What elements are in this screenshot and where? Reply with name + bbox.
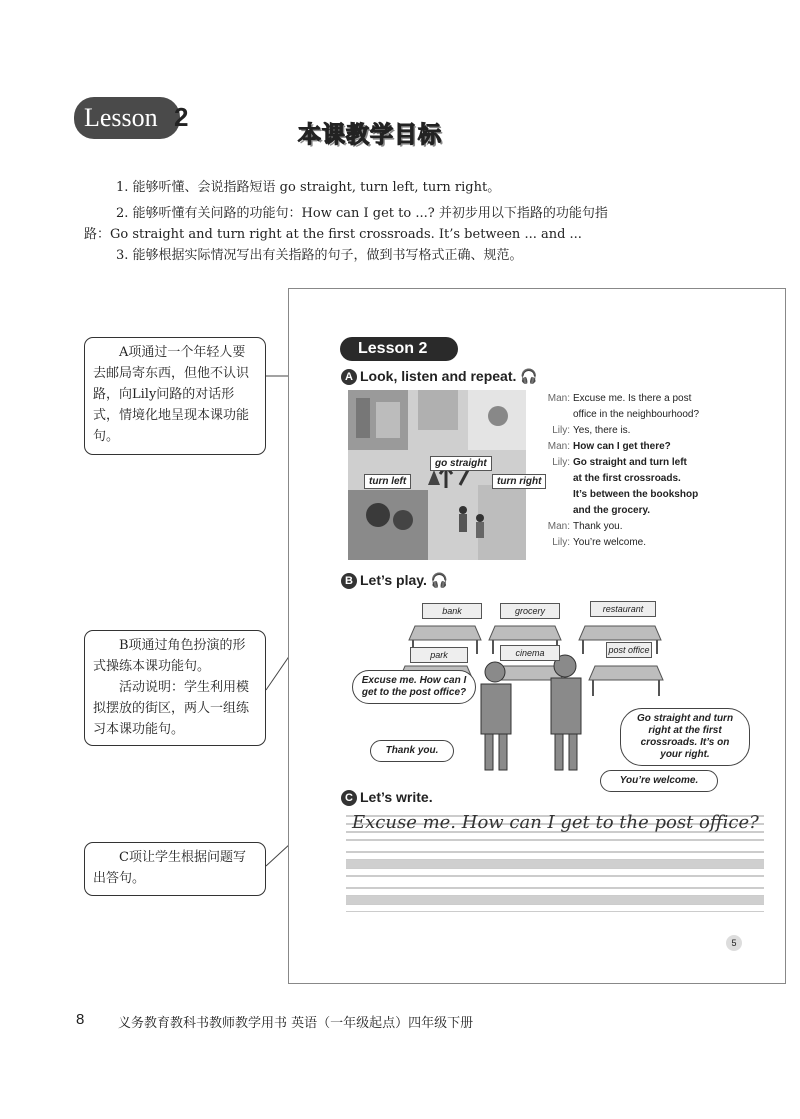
headphones-icon: 🎧 [430,572,449,588]
section-b-letter: B [341,573,357,589]
objective-2-line-2: 路：Go straight and turn right at the first crossroads. It’s between ... and ... [84,227,582,242]
dialogue-line: Lily: You’re welcome. [552,537,647,548]
label-turn-right: turn right [492,474,546,489]
annotation-note-b: B项通过角色扮演的形式操练本课功能句。 活动说明：学生利用模拟摆放的街区，两人一组练习本课功能句。 [84,630,266,746]
textbook-page-number: 5 [726,935,742,951]
footer-book-title: 义务教育教科书教师教学用书 英语（一年级起点）四年级下册 [118,1016,474,1031]
section-b-heading: B Let’s play. 🎧 [341,572,448,589]
speech-bubble-thanks: Thank you. [370,740,454,762]
objective-3: 3. 能够根据实际情况写出有关指路的句子，做到书写格式正确、规范。 [116,248,523,263]
dialogue-line: Man: Thank you. [547,521,623,532]
sign-restaurant: restaurant [590,601,656,617]
dialogue-line: It’s between the bookshop [573,489,699,500]
sign-post-office: post office [606,642,652,658]
sign-grocery: grocery [500,603,560,619]
annotation-note-a: A项通过一个年轻人要去邮局寄东西，但他不认识路，向Lily问路的对话形式，情境化地呈现本课功能句。 [84,337,266,455]
dialogue [530,391,760,551]
dialogue-line: Man: Excuse me. Is there a post [547,393,692,404]
annotation-note-c: C项让学生根据问题写出答句。 [84,842,266,896]
dialogue-line: Man: How can I get there? [547,441,671,452]
dialogue-line: Lily: Yes, there is. [552,425,631,436]
dialogue-line: Lily: Go straight and turn left [552,457,687,468]
lesson-badge: Lesson [74,97,180,139]
headphones-icon: 🎧 [520,368,538,384]
section-a-letter: A [341,369,357,385]
lesson-number: 2 [174,102,189,132]
speech-bubble-welcome: You’re welcome. [600,770,718,792]
label-go-straight: go straight [430,456,492,471]
section-c-letter: C [341,790,357,806]
sign-park: park [410,647,468,663]
writing-sample: Excuse me. How can I get to the post office? [352,812,759,833]
textbook-lesson-badge: Lesson 2 [340,337,458,361]
label-turn-left: turn left [364,474,411,489]
dialogue-line: and the grocery. [573,505,651,516]
section-a-heading: A Look, listen and repeat. 🎧 [341,368,538,385]
speech-bubble-answer: Go straight and turn right at the first crossroads. It’s on your right. [620,708,750,766]
objective-2-line-1: 2. 能够听懂有关问路的功能句：How can I get to ...? 并初步用以下指路的功能句指 [116,206,608,221]
footer-page-number: 8 [76,1011,85,1028]
objective-1: 1. 能够听懂、会说指路短语 go straight, turn left, turn right。 [116,180,501,195]
section-c-heading: C Let’s write. [341,789,433,806]
sign-cinema: cinema [500,645,560,661]
dialogue-line: at the first crossroads. [573,473,681,484]
speech-bubble-question: Excuse me. How can I get to the post office? [352,670,476,704]
sign-bank: bank [422,603,482,619]
dialogue-line: office in the neighbourhood? [573,409,700,420]
objectives-title: 本课教学目标 [298,122,442,148]
